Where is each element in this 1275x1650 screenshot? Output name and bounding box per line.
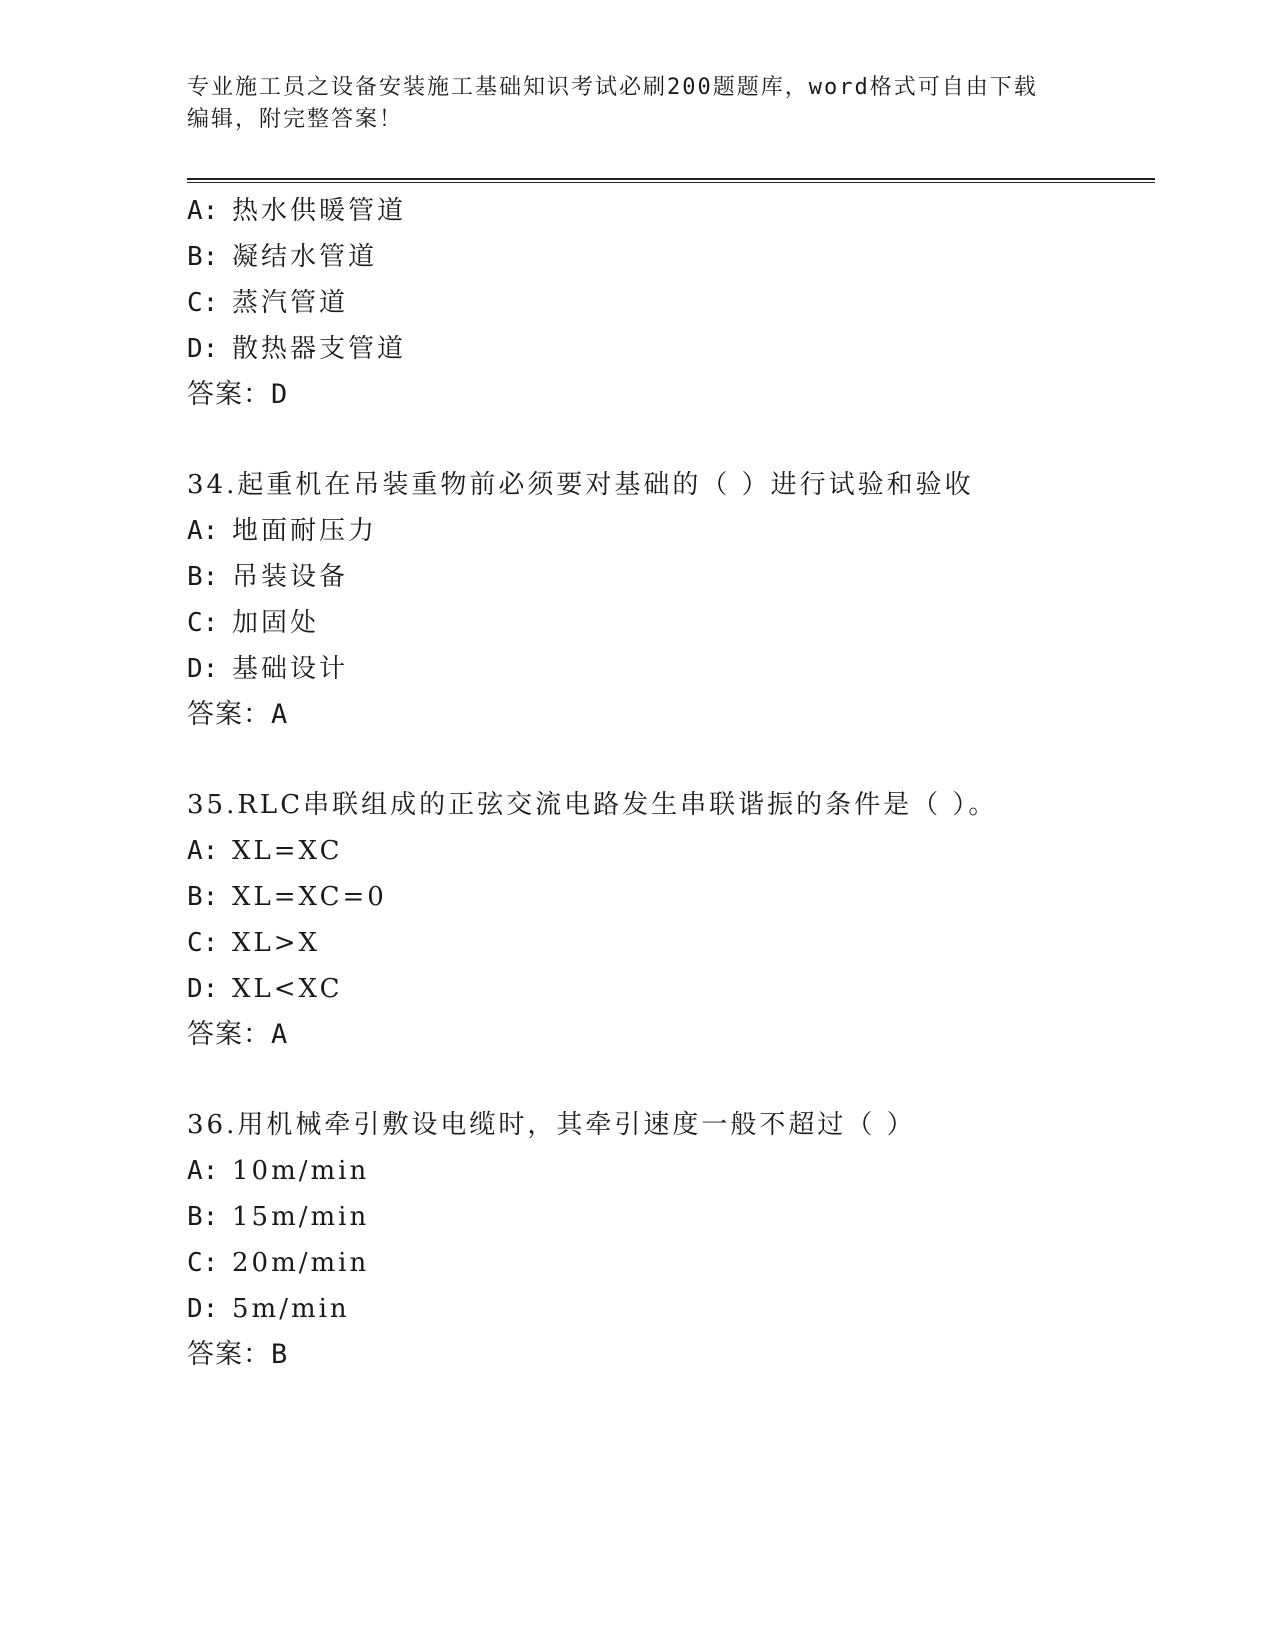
answer-label: 答案： bbox=[187, 379, 271, 410]
answer-value: A bbox=[271, 699, 289, 730]
option-letter: C: bbox=[187, 928, 219, 958]
option-a bbox=[187, 828, 1155, 874]
answer-line bbox=[187, 1332, 1155, 1378]
answer-line bbox=[187, 692, 1155, 738]
option-b bbox=[187, 234, 1155, 280]
option-letter: A: bbox=[187, 516, 219, 546]
option-b bbox=[187, 1194, 1155, 1240]
option-d bbox=[187, 326, 1155, 372]
question-35 bbox=[187, 782, 1155, 1058]
option-text: 5m/min bbox=[232, 1294, 350, 1324]
question-text: 34.起重机在吊装重物前必须要对基础的（ ）进行试验和验收 bbox=[187, 470, 974, 500]
option-text: XL=XC=0 bbox=[232, 882, 387, 912]
option-text: 地面耐压力 bbox=[232, 516, 378, 546]
answer-value: D bbox=[271, 379, 289, 410]
option-letter: D: bbox=[187, 1294, 219, 1324]
option-text: 10m/min bbox=[232, 1156, 370, 1186]
option-letter: A: bbox=[187, 196, 219, 226]
question-text: 35.RLC串联组成的正弦交流电路发生串联谐振的条件是（ ）。 bbox=[187, 790, 998, 820]
answer-label: 答案： bbox=[187, 1019, 271, 1050]
answer-value: B bbox=[271, 1339, 289, 1370]
answer-line bbox=[187, 1012, 1155, 1058]
answer-line bbox=[187, 372, 1155, 418]
option-letter: B: bbox=[187, 242, 219, 272]
option-text: 20m/min bbox=[232, 1248, 370, 1278]
option-c bbox=[187, 600, 1155, 646]
answer-label: 答案： bbox=[187, 699, 271, 730]
option-letter: B: bbox=[187, 882, 219, 912]
option-text: XL=XC bbox=[232, 836, 343, 866]
option-d bbox=[187, 1286, 1155, 1332]
option-text: 基础设计 bbox=[232, 654, 349, 684]
option-b bbox=[187, 874, 1155, 920]
option-text: 吊装设备 bbox=[232, 562, 349, 592]
option-a bbox=[187, 1148, 1155, 1194]
question-list bbox=[187, 188, 1155, 1378]
option-letter: D: bbox=[187, 334, 219, 364]
option-text: 热水供暖管道 bbox=[232, 196, 407, 226]
question-36 bbox=[187, 1102, 1155, 1378]
option-letter: D: bbox=[187, 654, 219, 684]
option-letter: B: bbox=[187, 562, 219, 592]
option-letter: B: bbox=[187, 1202, 219, 1232]
option-text: 加固处 bbox=[232, 608, 320, 638]
option-text: XL<XC bbox=[232, 974, 343, 1004]
option-d bbox=[187, 966, 1155, 1012]
document-header bbox=[187, 72, 1087, 136]
option-c bbox=[187, 1240, 1155, 1286]
option-a bbox=[187, 508, 1155, 554]
option-letter: A: bbox=[187, 836, 219, 866]
option-c bbox=[187, 280, 1155, 326]
option-text: 15m/min bbox=[232, 1202, 370, 1232]
option-text: 凝结水管道 bbox=[232, 242, 378, 272]
question-33 bbox=[187, 188, 1155, 418]
option-letter: A: bbox=[187, 1156, 219, 1186]
header-line-1: 专业施工员之设备安装施工基础知识考试必刷200题题库，word格式可自由下载 bbox=[187, 75, 1038, 100]
option-text: 蒸汽管道 bbox=[232, 288, 349, 318]
header-line-2: 编辑，附完整答案！ bbox=[187, 107, 404, 132]
option-letter: C: bbox=[187, 1248, 219, 1278]
option-b bbox=[187, 554, 1155, 600]
option-text: 散热器支管道 bbox=[232, 334, 407, 364]
option-c bbox=[187, 920, 1155, 966]
header-divider bbox=[187, 178, 1155, 183]
option-a bbox=[187, 188, 1155, 234]
answer-value: A bbox=[271, 1019, 289, 1050]
option-text: XL>X bbox=[232, 928, 321, 958]
option-d bbox=[187, 646, 1155, 692]
question-text: 36.用机械牵引敷设电缆时，其牵引速度一般不超过（ ） bbox=[187, 1110, 916, 1140]
option-letter: C: bbox=[187, 288, 219, 318]
option-letter: D: bbox=[187, 974, 219, 1004]
question-34 bbox=[187, 462, 1155, 738]
option-letter: C: bbox=[187, 608, 219, 638]
answer-label: 答案： bbox=[187, 1339, 271, 1370]
